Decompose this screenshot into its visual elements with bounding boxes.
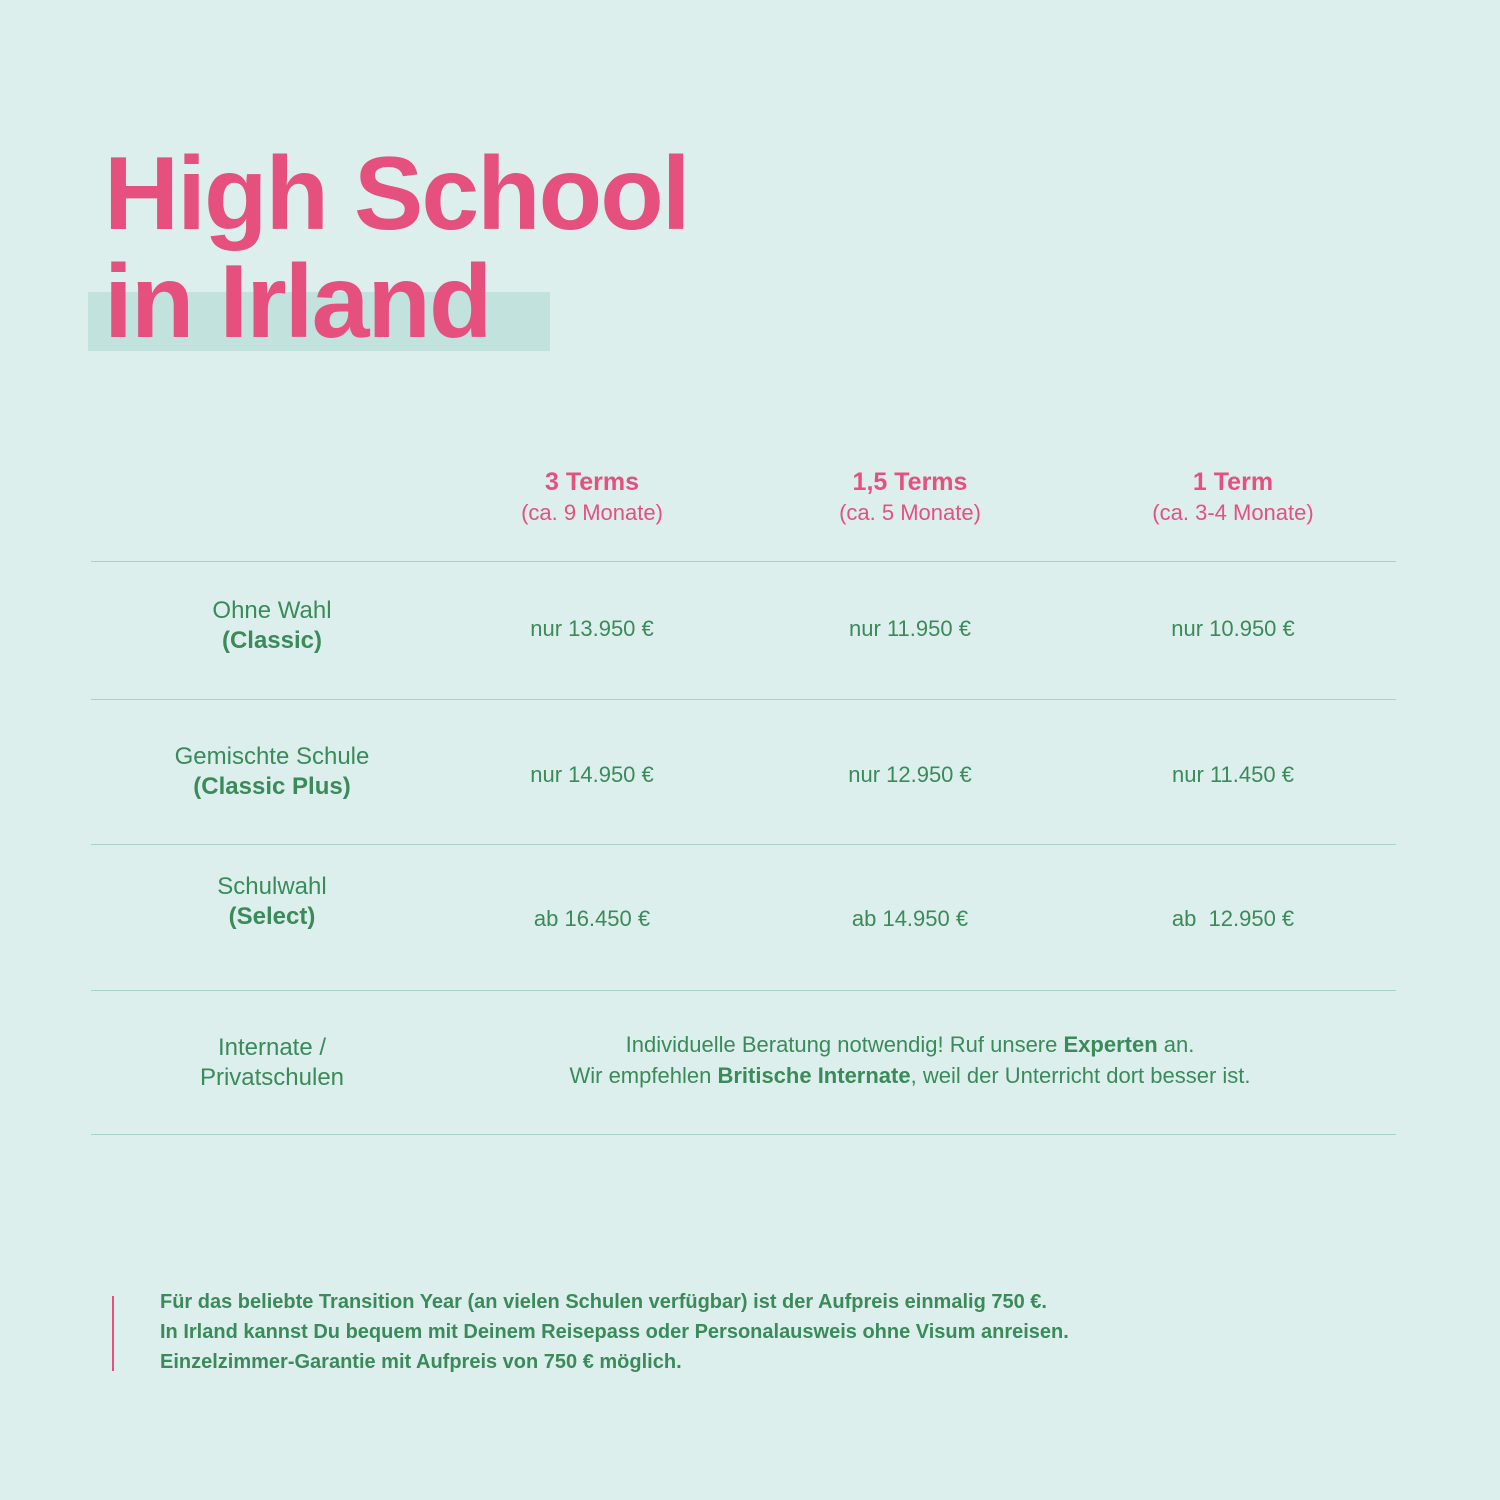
- price-cell: nur 12.950 €: [848, 762, 972, 787]
- price-cell: ab 12.950 €: [1171, 906, 1295, 931]
- column-subtitle: (ca. 3-4 Monate): [1152, 500, 1314, 525]
- footer-line: Einzelzimmer-Garantie mit Aufpreis von 750 € möglich.: [160, 1351, 682, 1373]
- price-cell: nur 13.950 €: [530, 616, 654, 641]
- note-bold-internate: Britische Internate: [717, 1063, 911, 1088]
- row-label-main: Gemischte Schule: [174, 743, 370, 770]
- row-label-internate: [112, 1033, 432, 1093]
- column-header-1-5-terms: [750, 466, 1070, 528]
- price-cell: nur 10.950 €: [1171, 616, 1295, 641]
- row-label-bold: (Classic Plus): [193, 773, 351, 800]
- note-text: Individuelle Beratung notwendig! Ruf unsere: [625, 1032, 1064, 1057]
- price-cell: ab 14.950 €: [851, 906, 969, 931]
- table-divider: [91, 1134, 1396, 1135]
- row-label-main: Ohne Wahl: [212, 597, 332, 624]
- table-divider: [91, 844, 1396, 845]
- row-label-bold: (Classic): [221, 627, 323, 654]
- note-text: Wir empfehlen: [569, 1063, 718, 1088]
- table-divider: [91, 699, 1396, 700]
- table-divider: [91, 561, 1396, 562]
- row-label-main: Schulwahl: [217, 873, 327, 900]
- row-label-bold: (Select): [228, 903, 316, 930]
- price-cell: nur 11.950 €: [849, 616, 971, 641]
- footer-line: In Irland kannst Du bequem mit Deinem Reisepass oder Personalausweis ohne Visum anreisen.: [160, 1321, 1069, 1343]
- row-label-classic: [112, 596, 432, 656]
- row-label-main: Internate /: [217, 1034, 327, 1061]
- column-subtitle: (ca. 9 Monate): [521, 500, 663, 525]
- note-text: an.: [1157, 1032, 1195, 1057]
- footer-notes: [160, 1287, 1360, 1377]
- column-title: 1,5 Terms: [852, 468, 968, 496]
- page-title: [104, 136, 689, 360]
- column-header-3-terms: [432, 466, 752, 528]
- column-title: 3 Terms: [544, 468, 640, 496]
- footer-line: Für das beliebte Transition Year (an vielen Schulen verfügbar) ist der Aufpreis einmalig 750 €.: [160, 1291, 1047, 1313]
- row-label-select: [112, 872, 432, 932]
- note-line-2: [445, 1060, 1375, 1091]
- price-cell: nur 14.950 €: [530, 762, 654, 787]
- note-bold-experts: Experten: [1063, 1032, 1158, 1057]
- title-line-1: High School: [104, 136, 689, 252]
- note-line-1: [445, 1029, 1375, 1060]
- internate-note: [445, 1029, 1375, 1091]
- title-line-2: in Irland: [104, 244, 491, 360]
- price-cell: ab 16.450 €: [533, 906, 651, 931]
- row-label-main: Privatschulen: [199, 1064, 345, 1091]
- note-text: , weil der Unterricht dort besser ist.: [910, 1063, 1251, 1088]
- footer-accent-bar: [112, 1296, 114, 1371]
- column-title: 1 Term: [1192, 468, 1274, 496]
- column-header-1-term: [1073, 466, 1393, 528]
- table-divider: [91, 990, 1396, 991]
- price-cell: nur 11.450 €: [1172, 762, 1294, 787]
- row-label-classic-plus: [112, 742, 432, 802]
- column-subtitle: (ca. 5 Monate): [839, 500, 981, 525]
